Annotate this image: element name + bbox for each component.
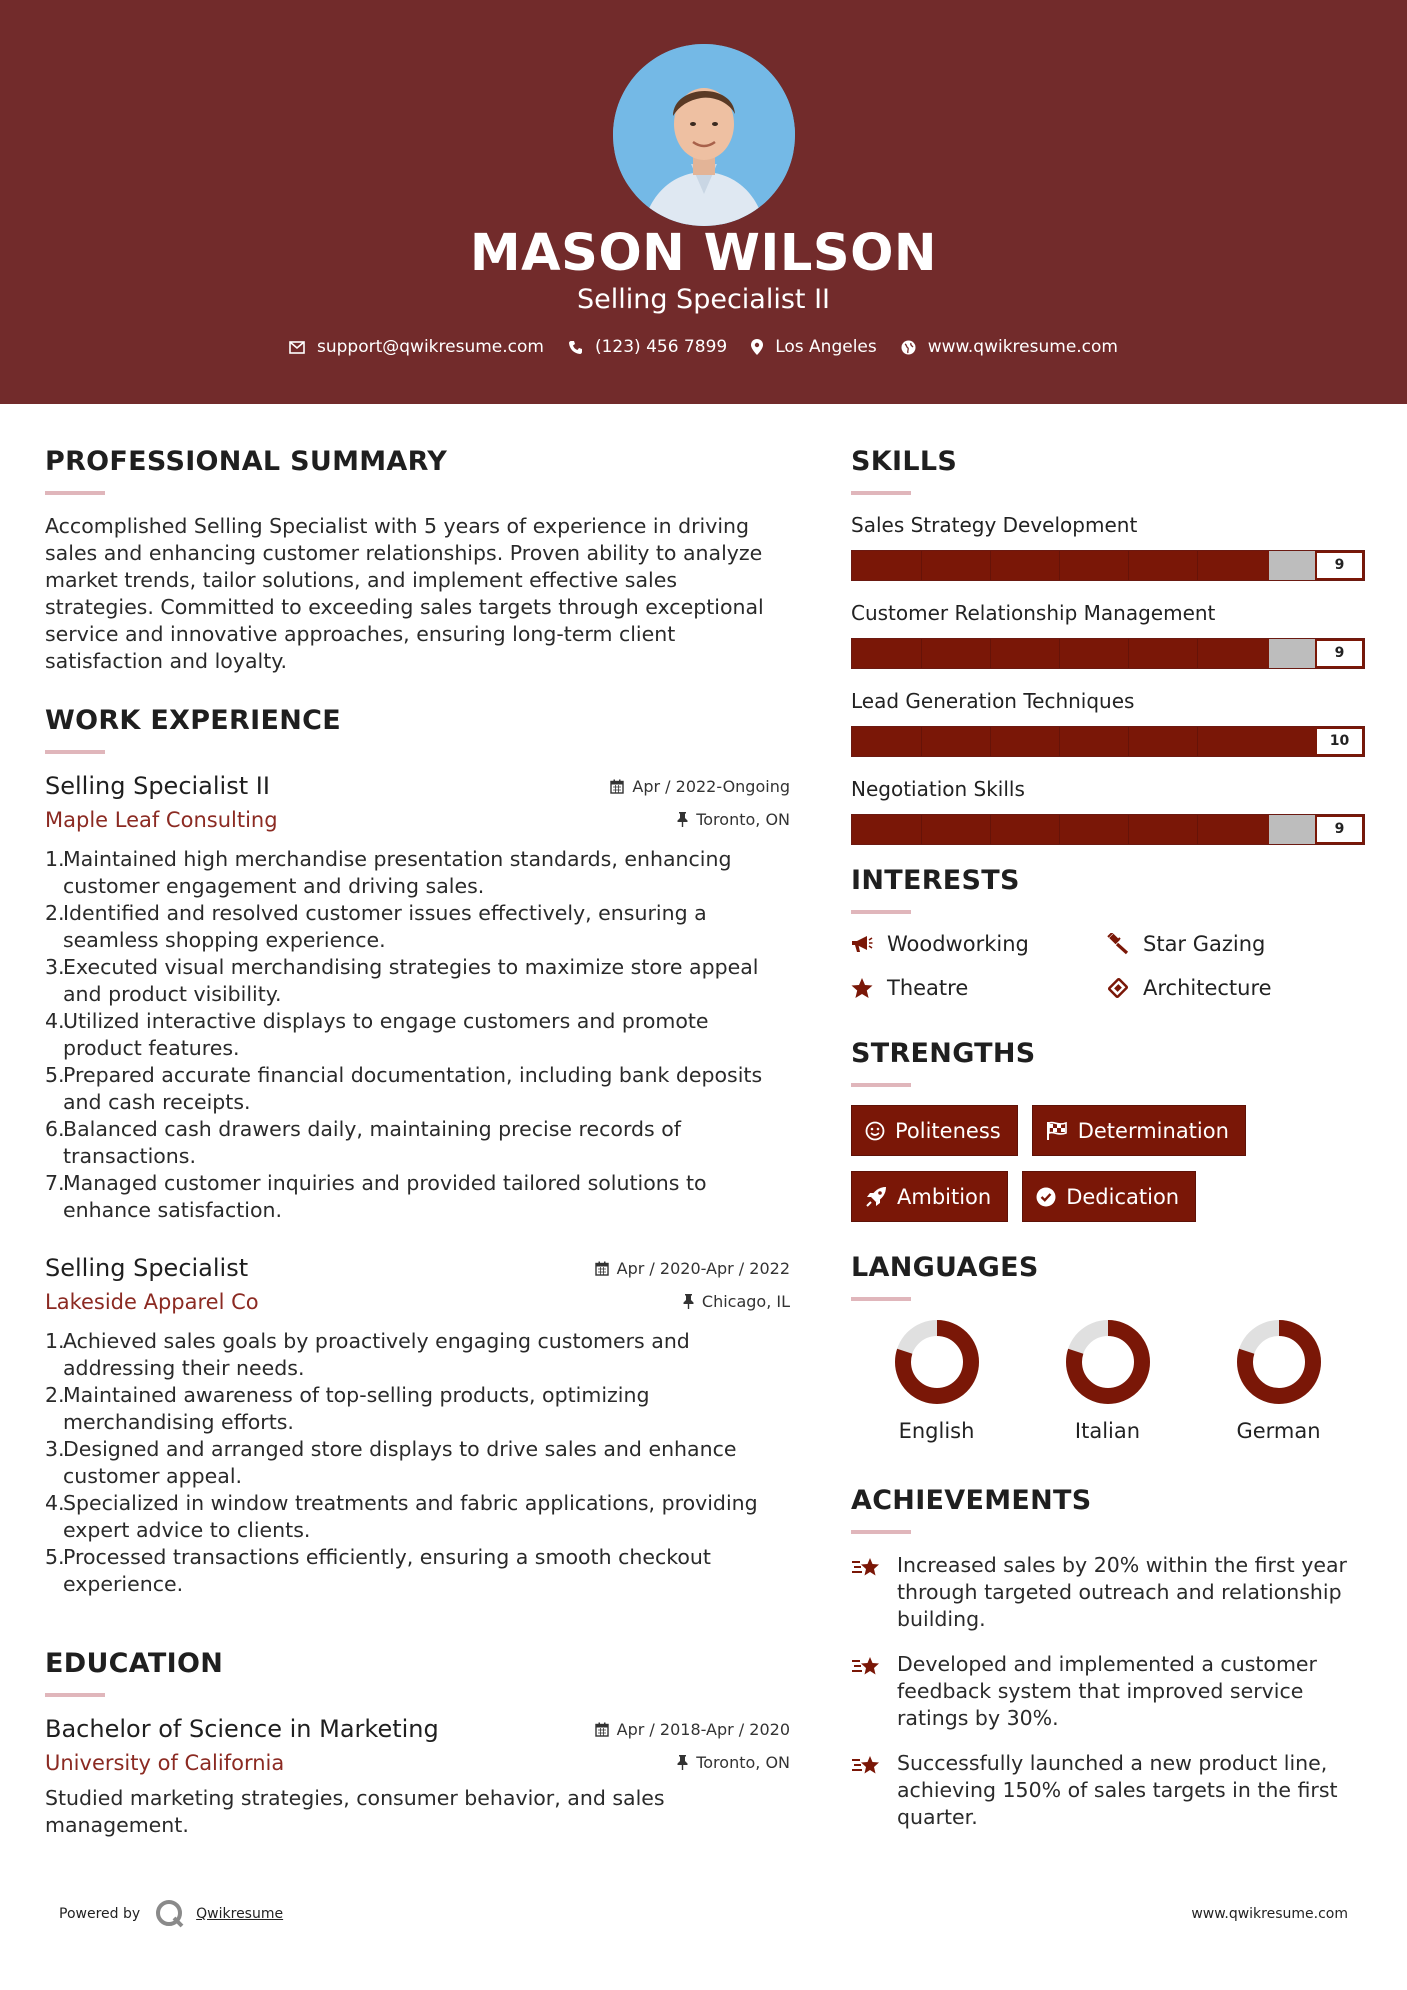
skill-level-badge: 9 <box>1315 639 1364 668</box>
degree-name: Bachelor of Science in Marketing <box>45 1715 439 1743</box>
skill-bar-divider <box>1197 815 1198 844</box>
contact-bar <box>0 337 1407 357</box>
section-title: STRENGTHS <box>851 1038 1036 1069</box>
section-divider <box>45 491 105 495</box>
skill-level-badge: 9 <box>1315 551 1364 580</box>
skill-level-fill <box>852 639 1269 668</box>
skill-bar-divider <box>1059 727 1060 756</box>
skill-bar-divider <box>1128 727 1129 756</box>
skill-bar-divider <box>1059 815 1060 844</box>
skill-level-fill <box>852 727 1364 756</box>
job-bullets <box>45 1328 790 1598</box>
skill-bar-divider <box>921 727 922 756</box>
skill-bar-divider <box>921 815 922 844</box>
check-circle-icon <box>1036 1187 1056 1207</box>
strength-chip: Determination <box>1032 1105 1246 1156</box>
profile-photo <box>613 44 795 226</box>
section-divider <box>851 910 911 914</box>
skills-section <box>851 446 1366 845</box>
skill-name: Negotiation Skills <box>851 777 1025 801</box>
skill-name: Sales Strategy Development <box>851 513 1138 537</box>
skills-list <box>851 513 1366 845</box>
job-dates: Apr / 2022-Ongoing <box>610 777 790 796</box>
skill-level-bar <box>851 814 1365 845</box>
email-text: support@qwikresume.com <box>317 337 544 357</box>
pushpin-icon <box>677 812 688 827</box>
contact-email[interactable] <box>289 337 544 357</box>
language-ring <box>894 1319 980 1405</box>
section-divider <box>851 491 911 495</box>
right-column <box>851 446 1366 1849</box>
phone-icon <box>568 340 583 355</box>
section-divider <box>851 1297 911 1301</box>
list-item: 2. Maintained awareness of top-selling products, optimizing merchandising efforts. <box>45 1383 650 1434</box>
shooting-star-icon <box>851 1754 883 1778</box>
school-name: University of California <box>45 1751 285 1775</box>
language-name: English <box>898 1419 975 1443</box>
skill-bar-divider <box>1197 639 1198 668</box>
website-text: www.qwikresume.com <box>927 337 1118 357</box>
company-name: Maple Leaf Consulting <box>45 808 278 832</box>
qwikresume-logo-icon <box>154 1898 186 1930</box>
list-item: 7. Managed customer inquiries and provided tailored solutions to enhance satisfaction. <box>45 1171 707 1222</box>
section-divider <box>45 750 105 754</box>
rocket-icon <box>865 1186 887 1208</box>
section-title: INTERESTS <box>851 865 1020 896</box>
flag-icon <box>1046 1121 1068 1141</box>
language-name: German <box>1236 1419 1321 1443</box>
skill-bar-divider <box>1128 815 1129 844</box>
strength-chip: Ambition <box>851 1171 1008 1222</box>
skill-bar-divider <box>990 727 991 756</box>
interest-item: Architecture <box>1107 976 1363 1000</box>
list-item: 6. Balanced cash drawers daily, maintaining precise records of transactions. <box>45 1117 681 1168</box>
skill-bar-divider <box>921 551 922 580</box>
left-column <box>45 446 790 1839</box>
list-item: 5. Processed transactions efficiently, ensuring a smooth checkout experience. <box>45 1545 711 1596</box>
education-section <box>45 1648 790 1839</box>
section-title: PROFESSIONAL SUMMARY <box>45 446 448 477</box>
summary-text: Accomplished Selling Specialist with 5 years of experience in driving sales and enhancing customer relationships. Proven ability to analyze market trends, tailor solutions, and implement effective sales strategies. Committed to exceeding sales targets through exceptional service and innovative approaches, ensuring long-term client satisfaction and loyalty. <box>45 514 764 673</box>
list-item: 2. Identified and resolved customer issues effectively, ensuring a seamless shopping experience. <box>45 901 707 952</box>
section-title: EDUCATION <box>45 1648 224 1679</box>
phone-text: (123) 456 7899 <box>594 337 728 357</box>
education-dates: Apr / 2018-Apr / 2020 <box>595 1720 790 1739</box>
interest-item: Star Gazing <box>1107 932 1363 956</box>
skill-level-badge: 9 <box>1315 815 1364 844</box>
smile-icon <box>865 1121 885 1141</box>
achievements-section <box>851 1485 1366 1831</box>
languages-section <box>851 1252 1366 1443</box>
skill-bar-divider <box>921 639 922 668</box>
skill-bar-divider <box>990 639 991 668</box>
skill-level-bar <box>851 550 1365 581</box>
pushpin-icon <box>677 1755 688 1770</box>
list-item: 4. Specialized in window treatments and fabric applications, providing expert advice to clients. <box>45 1491 758 1542</box>
list-item: 3. Designed and arranged store displays to drive sales and enhance customer appeal. <box>45 1437 737 1488</box>
job-entry <box>45 772 790 1224</box>
section-title: SKILLS <box>851 446 958 477</box>
contact-location <box>751 337 877 357</box>
list-item: 4. Utilized interactive displays to engage customers and promote product features. <box>45 1009 709 1060</box>
contact-phone[interactable] <box>568 337 727 357</box>
language-item <box>1193 1319 1364 1443</box>
language-ring <box>1236 1319 1322 1405</box>
section-divider <box>45 1693 105 1697</box>
location-text: Los Angeles <box>775 337 877 357</box>
education-description: Studied marketing strategies, consumer behavior, and sales management. <box>45 1786 665 1837</box>
contact-website[interactable] <box>901 337 1118 357</box>
skill-level-fill <box>852 551 1269 580</box>
achievement-item: Developed and implemented a customer feedback system that improved service ratings by 30%. <box>851 1651 1366 1732</box>
job-entry <box>45 1254 790 1598</box>
strength-chip: Dedication <box>1022 1171 1196 1222</box>
interest-item: Woodworking <box>851 932 1107 956</box>
footer-powered-by: Powered by Qwikresume <box>59 1898 283 1930</box>
skill-bar-divider <box>990 815 991 844</box>
company-name: Lakeside Apparel Co <box>45 1290 259 1314</box>
brand-link[interactable]: Qwikresume <box>196 1906 284 1922</box>
megaphone-icon <box>851 934 873 954</box>
section-title: ACHIEVEMENTS <box>851 1485 1092 1516</box>
job-role: Selling Specialist <box>45 1254 249 1282</box>
skill-level-badge: 10 <box>1315 727 1364 756</box>
summary-section <box>45 446 790 675</box>
skill-name: Customer Relationship Management <box>851 601 1216 625</box>
job-bullets <box>45 846 790 1224</box>
calendar-icon <box>610 779 624 794</box>
section-title: WORK EXPERIENCE <box>45 705 341 736</box>
strength-chip: Politeness <box>851 1105 1018 1156</box>
skill-bar-divider <box>1059 551 1060 580</box>
skill-bar-divider <box>990 551 991 580</box>
skill-bar-divider <box>1128 639 1129 668</box>
gavel-icon <box>1107 933 1129 955</box>
interest-item: Theatre <box>851 976 1107 1000</box>
list-item: 1. Maintained high merchandise presentation standards, enhancing customer engagement and driving sales. <box>45 847 732 898</box>
job-role: Selling Specialist II <box>45 772 270 800</box>
language-ring <box>1065 1319 1151 1405</box>
section-title: LANGUAGES <box>851 1252 1039 1283</box>
ticket-icon <box>1107 977 1129 999</box>
skill-level-fill <box>852 815 1269 844</box>
resume-header <box>0 0 1407 404</box>
job-location: Toronto, ON <box>677 810 790 829</box>
footer-website[interactable]: www.qwikresume.com <box>1191 1906 1348 1922</box>
calendar-icon <box>595 1722 609 1737</box>
globe-icon <box>901 340 916 355</box>
section-divider <box>851 1530 911 1534</box>
map-pin-icon <box>751 339 763 355</box>
language-item <box>1022 1319 1193 1443</box>
skill-level-bar <box>851 638 1365 669</box>
list-item: 3. Executed visual merchandising strategies to maximize store appeal and product visibility. <box>45 955 759 1006</box>
interests-section <box>851 865 1366 1000</box>
skill-bar-divider <box>1197 551 1198 580</box>
envelope-icon <box>289 341 305 354</box>
section-divider <box>851 1083 911 1087</box>
shooting-star-icon <box>851 1556 883 1580</box>
strengths-section <box>851 1038 1366 1222</box>
skill-name: Lead Generation Techniques <box>851 689 1135 713</box>
language-name: Italian <box>1074 1419 1141 1443</box>
languages-list <box>851 1319 1366 1443</box>
candidate-title: Selling Specialist II <box>576 284 831 315</box>
candidate-name: MASON WILSON <box>469 224 938 283</box>
job-location: Chicago, IL <box>683 1292 790 1311</box>
pushpin-icon <box>683 1294 694 1309</box>
skill-bar-divider <box>1128 551 1129 580</box>
achievement-item: Increased sales by 20% within the first year through targeted outreach and relationship building. <box>851 1552 1366 1633</box>
skill-bar-divider <box>1059 639 1060 668</box>
achievement-item: Successfully launched a new product line, achieving 150% of sales targets in the first quarter. <box>851 1750 1366 1831</box>
shooting-star-icon <box>851 1655 883 1679</box>
skill-level-bar <box>851 726 1365 757</box>
education-location: Toronto, ON <box>677 1753 790 1772</box>
star-icon <box>851 978 873 999</box>
calendar-icon <box>595 1261 609 1276</box>
job-dates: Apr / 2020-Apr / 2022 <box>595 1259 790 1278</box>
experience-section <box>45 705 790 1598</box>
language-item <box>851 1319 1022 1443</box>
skill-bar-divider <box>1197 727 1198 756</box>
list-item: 1. Achieved sales goals by proactively engaging customers and addressing their needs. <box>45 1329 690 1380</box>
list-item: 5. Prepared accurate financial documentation, including bank deposits and cash receipts. <box>45 1063 763 1114</box>
